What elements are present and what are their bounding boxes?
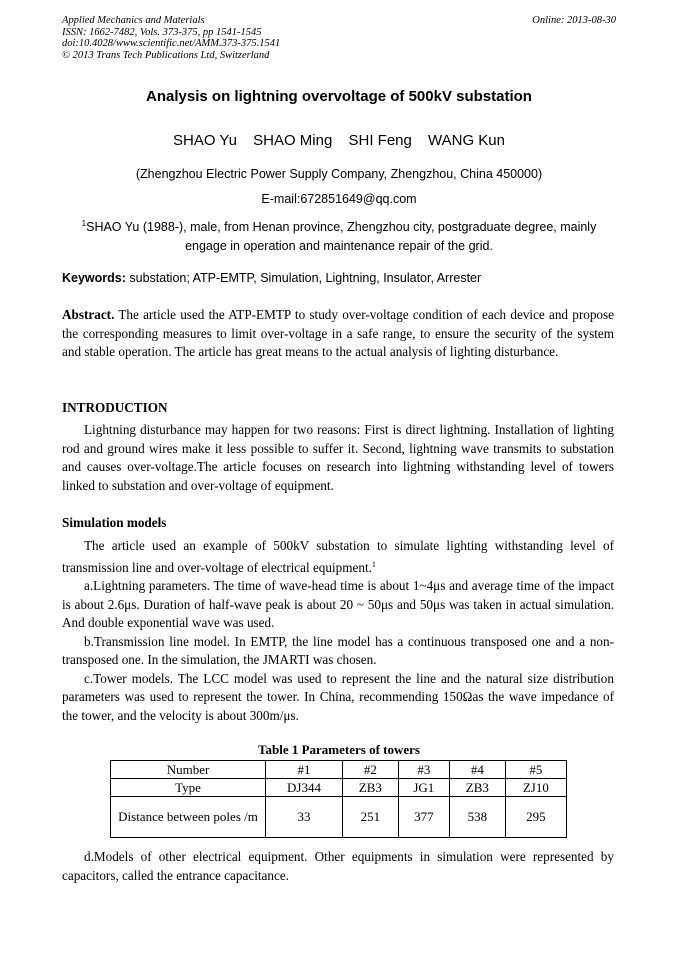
online-date: Online: 2013-08-30: [532, 15, 616, 26]
simulation-section: [62, 537, 614, 725]
table-cell: #5: [505, 761, 566, 779]
table-cell: ZJ10: [505, 779, 566, 797]
table-row: [111, 761, 567, 779]
journal-issn: ISSN: 1662-7482, Vols. 373-375, pp 1541-1545: [62, 26, 262, 38]
table-cell: #1: [266, 761, 343, 779]
footnote-mark: 1: [81, 219, 87, 228]
table-cell: Type: [111, 779, 266, 797]
tower-models-paragraph: c.Tower models. The LCC model was used to represent the line and the natural size distribution parameters was used to represent the tower. In China, recommending 150Ωas the wave impedance of the tower, and the velocity is about 300m/μs.: [62, 670, 614, 723]
simulation-paragraph: [62, 537, 614, 577]
table-row: [111, 779, 567, 797]
table-cell: 33: [266, 797, 343, 838]
simulation-p1-text: The article used an example of 500kV substation to simulate lighting withstanding level of transmission line and over-voltage of electrical equipment.: [62, 538, 614, 575]
paper-title: Analysis on lightning overvoltage of 500kV substation: [146, 88, 532, 105]
transmission-line-paragraph: b.Transmission line model. In EMTP, the line model has a continuous transposed one and a non-transposed one. In the simulation, the JMARTI was chosen.: [62, 633, 614, 667]
table-row: [111, 797, 567, 838]
author: SHI Feng: [348, 132, 412, 149]
affiliation: (Zhengzhou Electric Power Supply Company, Zhengzhou, China 450000): [135, 167, 543, 181]
table-cell: #3: [398, 761, 449, 779]
author-email[interactable]: E-mail:672851649@qq.com: [261, 192, 417, 206]
tower-parameters-table: [110, 760, 567, 838]
abstract: [62, 306, 614, 362]
table-cell: 251: [343, 797, 399, 838]
journal-copyright: © 2013 Trans Tech Publications Ltd, Switzerland: [62, 49, 270, 61]
lightning-parameters-paragraph: a.Lightning parameters. The time of wave-head time is about 1~4μs and average time of the impact is about 2.6μs. Duration of half-wave peak is about 20 ~ 50μs and 50μs was taken in actual simulation. And double exponential wave was used.: [62, 578, 614, 630]
equipment-models-paragraph: d.Models of other electrical equipment. Other equipments in simulation were represented by capacitors, called the entrance capacitance.: [62, 849, 614, 883]
table-cell: Number: [111, 761, 266, 779]
journal-name: Applied Mechanics and Materials: [62, 15, 205, 26]
abstract-text: The article used the ATP-EMTP to study over-voltage condition of each device and propose the corresponding measures to limit over-voltage in a safe range, to ensure the security of the system and stable operation. The article has great means to the actual analysis of lighting disturbance.: [62, 307, 614, 359]
table-cell: DJ344: [266, 779, 343, 797]
table-cell: #2: [343, 761, 399, 779]
table-cell: JG1: [398, 779, 449, 797]
reference-mark: 1: [371, 559, 376, 569]
table-cell: ZB3: [343, 779, 399, 797]
journal-header: [62, 15, 616, 61]
table-cell: 538: [450, 797, 506, 838]
author: SHAO Yu: [173, 132, 237, 149]
keywords: [62, 271, 616, 285]
table-cell: 377: [398, 797, 449, 838]
introduction-paragraph: Lightning disturbance may happen for two reasons: First is direct lightning. Installation of lighting rod and ground wires make it less possible to suffer it. Second, lightning wave transmits to substation and causes over-voltage.The article focuses on research into lightning withstanding level of towers linked to substation and over-voltage of equipment.: [62, 422, 614, 493]
keywords-label: Keywords:: [62, 271, 126, 285]
table-cell: #4: [450, 761, 506, 779]
author: SHAO Ming: [253, 132, 333, 149]
table-caption: Table 1 Parameters of towers: [258, 742, 420, 757]
author-list: [0, 132, 678, 149]
footnote-text: SHAO Yu (1988-), male, from Henan province, Zhengzhou city, postgraduate degree, mainly engage in operation and maintenance repair of the grid.: [86, 220, 597, 253]
author-footnote: [62, 214, 616, 256]
table-cell: ZB3: [450, 779, 506, 797]
simulation-heading: Simulation models: [62, 515, 167, 530]
table-cell: 295: [505, 797, 566, 838]
author: WANG Kun: [428, 132, 505, 149]
table-cell: Distance between poles /m: [111, 797, 266, 838]
journal-doi[interactable]: doi:10.4028/www.scientific.net/AMM.373-375.1541: [62, 38, 281, 49]
keywords-text: substation; ATP-EMTP, Simulation, Lightning, Insulator, Arrester: [125, 271, 482, 285]
abstract-label: Abstract.: [62, 307, 115, 322]
introduction-heading: INTRODUCTION: [62, 400, 168, 415]
